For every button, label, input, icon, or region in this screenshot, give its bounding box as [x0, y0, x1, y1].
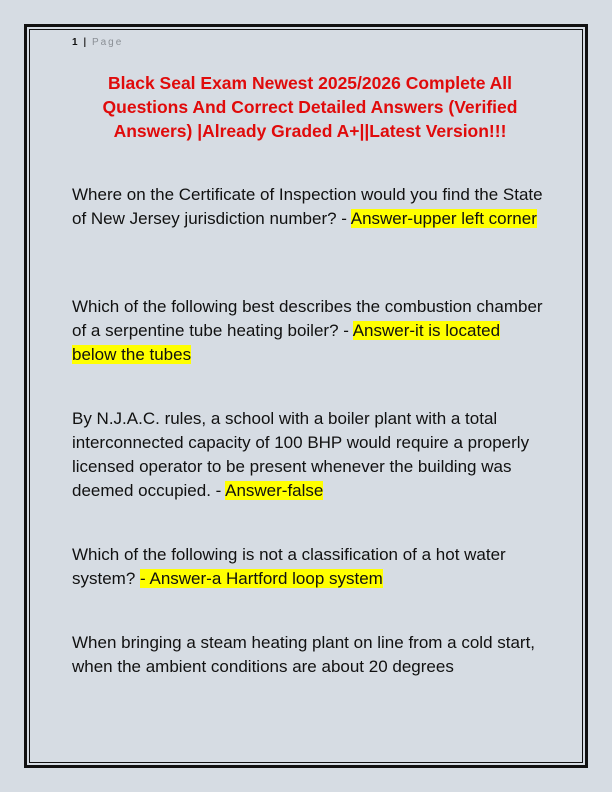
question-text: Which of the following best describes the combustion chamber of a serpentine tube heating boiler? -: [72, 297, 543, 340]
qa-item: [72, 631, 547, 679]
page-number-header: [72, 37, 123, 48]
answer-highlight: - Answer-a Hartford loop system: [140, 569, 383, 588]
page-label: Page: [91, 37, 124, 48]
answer-highlight: Answer-upper left corner: [350, 209, 537, 228]
qa-item: [72, 407, 547, 503]
page-number-separator: |: [83, 37, 87, 48]
qa-item: [72, 295, 547, 367]
question-text: Which of the following is not a classification of a hot water system?: [72, 545, 506, 588]
question-text: Where on the Certificate of Inspection would you find the State of New Jersey jurisdiction number? -: [72, 185, 543, 228]
answer-highlight: Answer-false: [225, 481, 324, 500]
qa-item: [72, 543, 547, 591]
document-title: Black Seal Exam Newest 2025/2026 Complete All Questions And Correct Detailed Answers (Verified Answers) |Already Graded A+||Latest Version!!!: [102, 73, 518, 141]
question-text: When bringing a steam heating plant on line from a cold start, when the ambient conditions are about 20 degrees: [72, 633, 536, 676]
qa-item: [72, 183, 547, 231]
question-text: By N.J.A.C. rules, a school with a boiler plant with a total interconnected capacity of 100 BHP would require a properly licensed operator to be present whenever the building was deemed occupied. -: [72, 409, 530, 500]
page-number: 1: [72, 37, 79, 48]
answer-highlight: Answer-it is located below the tubes: [72, 321, 501, 364]
